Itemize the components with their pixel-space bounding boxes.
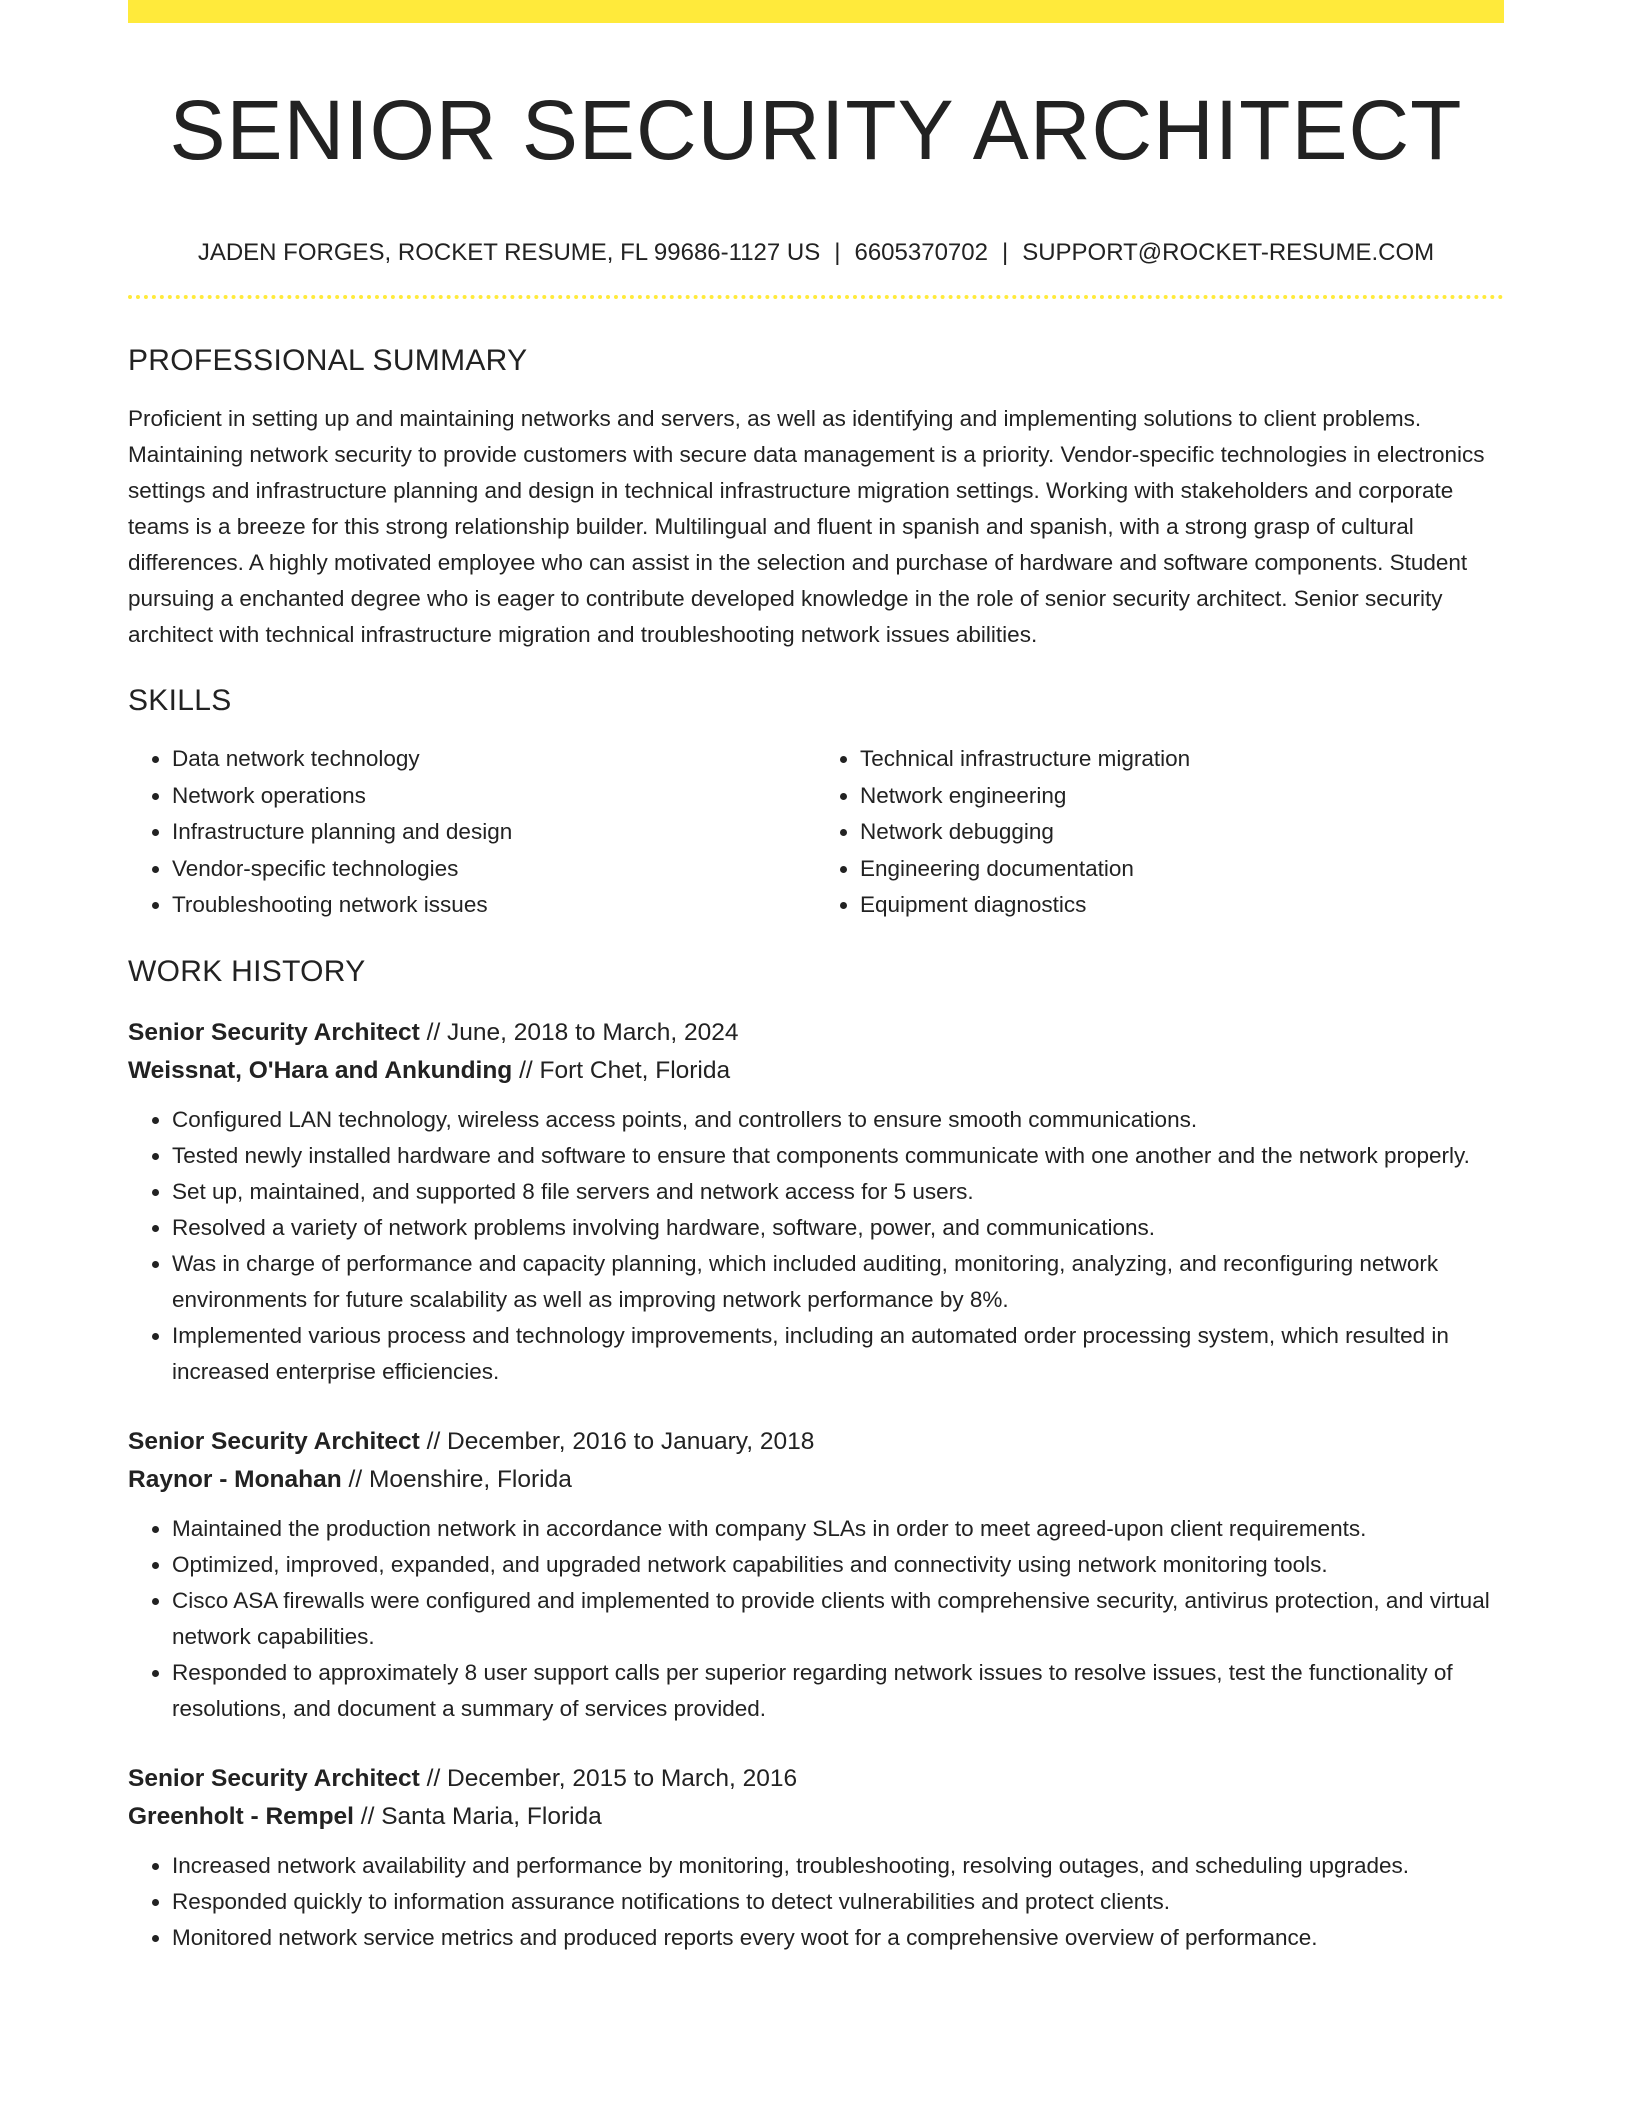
job-title-line (128, 1014, 1504, 1052)
contact-phone: 6605370702 (854, 239, 988, 266)
contact-separator: | (1001, 239, 1009, 266)
skill-item: • Equipment diagnostics (860, 887, 1504, 924)
job-bullet: • Implemented various process and technology improvements, including an automated order processing system, which resulted in increased enterprise efficiencies. (172, 1318, 1504, 1390)
job-company: Raynor - Monahan (128, 1465, 342, 1493)
job-bullet: • Configured LAN technology, wireless access points, and controllers to ensure smooth communications. (172, 1102, 1504, 1138)
skills-column-left (128, 741, 816, 924)
contact-address: JADEN FORGES, ROCKET RESUME, FL 99686-1127 US (197, 239, 821, 266)
resume-title: SENIOR SECURITY ARCHITECT (169, 83, 1463, 177)
job-bullet: • Responded to approximately 8 user support calls per superior regarding network issues to resolve issues, test the functionality of resolutions, and document a summary of services provided. (172, 1655, 1504, 1727)
skills-column-right (816, 741, 1504, 924)
contact-email[interactable]: SUPPORT@ROCKET-RESUME.COM (1022, 239, 1435, 266)
skills-heading: SKILLS (128, 684, 232, 717)
top-accent-bar (128, 0, 1504, 23)
work-history-heading: WORK HISTORY (128, 954, 366, 988)
job-entry (128, 1423, 1504, 1727)
job-location: // Santa Maria, Florida (353, 1802, 602, 1830)
job-company: Greenholt - Rempel (128, 1802, 354, 1830)
job-title: Senior Security Architect (128, 1764, 420, 1792)
job-company-line (128, 1052, 1504, 1090)
summary-text: Proficient in setting up and maintaining networks and servers, as well as identifying and implementing solutions to client problems. Maintaining network security to provide customers with secure data management is a priority. Vendor-specific technologies in electronics settings and infrastructure planning and design in technical infrastructure migration settings. Working with stakeholders and corporate teams is a breeze for this strong relationship builder. Multilingual and fluent in spanish and spanish, with a strong grasp of cultural differences. A highly motivated employee who can assist in the selection and purchase of hardware and software components. Student pursuing a enchanted degree who is eager to contribute developed knowledge in the role of senior security architect. Senior security architect with technical infrastructure migration and troubleshooting network issues abilities. (128, 406, 1485, 647)
job-bullets (128, 1848, 1504, 1956)
skill-item: • Technical infrastructure migration (860, 741, 1504, 778)
job-title-line (128, 1760, 1504, 1798)
job-dates: // December, 2016 to January, 2018 (419, 1427, 815, 1455)
skill-item: • Data network technology (172, 741, 816, 778)
job-bullet: • Was in charge of performance and capacity planning, which included auditing, monitoring, analyzing, and reconfiguring network environments for future scalability as well as improving network performance by 8%. (172, 1246, 1504, 1318)
skill-item: • Infrastructure planning and design (172, 814, 816, 851)
job-bullet: • Monitored network service metrics and produced reports every woot for a comprehensive overview of performance. (172, 1920, 1504, 1956)
job-dates: // June, 2018 to March, 2024 (419, 1018, 739, 1046)
job-dates: // December, 2015 to March, 2016 (419, 1764, 798, 1792)
job-bullet: • Resolved a variety of network problems involving hardware, software, power, and communications. (172, 1210, 1504, 1246)
job-bullet: • Cisco ASA firewalls were configured and implemented to provide clients with comprehensive security, antivirus protection, and virtual network capabilities. (172, 1583, 1504, 1655)
skills-grid (128, 741, 1504, 924)
job-location: // Moenshire, Florida (341, 1465, 572, 1493)
job-title: Senior Security Architect (128, 1018, 420, 1046)
contact-separator: | (834, 239, 841, 266)
job-title: Senior Security Architect (128, 1427, 420, 1455)
job-bullet: • Optimized, improved, expanded, and upgraded network capabilities and connectivity using network monitoring tools. (172, 1547, 1504, 1583)
skill-item: • Network engineering (860, 778, 1504, 815)
summary-heading: PROFESSIONAL SUMMARY (128, 344, 528, 377)
job-bullet: • Responded quickly to information assurance notifications to detect vulnerabilities and protect clients. (172, 1884, 1504, 1920)
job-bullet: • Tested newly installed hardware and software to ensure that components communicate with one another and the network properly. (172, 1138, 1504, 1174)
job-bullet: • Maintained the production network in accordance with company SLAs in order to meet agreed-upon client requirements. (172, 1511, 1504, 1547)
contact-line (128, 238, 1504, 268)
job-bullet: • Increased network availability and performance by monitoring, troubleshooting, resolving outages, and scheduling upgrades. (172, 1848, 1504, 1884)
job-entry (128, 1760, 1504, 1956)
skill-item: • Vendor-specific technologies (172, 851, 816, 888)
dotted-divider (128, 295, 1504, 299)
job-company: Weissnat, O'Hara and Ankunding (128, 1056, 513, 1084)
job-location: // Fort Chet, Florida (512, 1056, 731, 1084)
job-bullets (128, 1511, 1504, 1727)
job-entry (128, 1014, 1504, 1390)
skill-item: • Troubleshooting network issues (172, 887, 816, 924)
job-company-line (128, 1798, 1504, 1836)
job-company-line (128, 1461, 1504, 1499)
resume-page (128, 0, 1504, 1956)
job-title-line (128, 1423, 1504, 1461)
skill-item: • Network operations (172, 778, 816, 815)
job-bullet: • Set up, maintained, and supported 8 file servers and network access for 5 users. (172, 1174, 1504, 1210)
skill-item: • Network debugging (860, 814, 1504, 851)
job-bullets (128, 1102, 1504, 1390)
skill-item: • Engineering documentation (860, 851, 1504, 888)
